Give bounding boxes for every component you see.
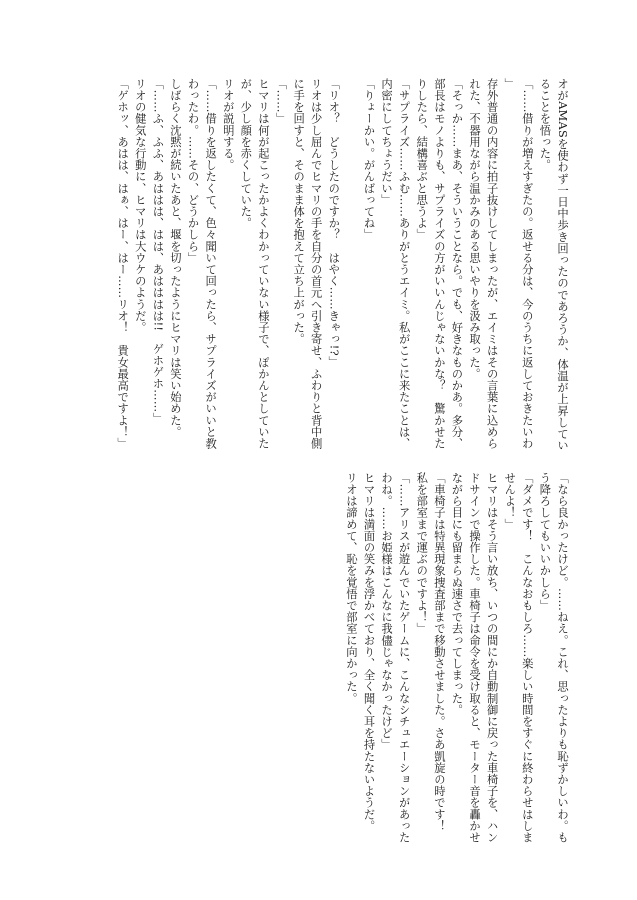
paragraph: オがAMASを使わず一日中歩き回ったのであろうか、体温が上昇していることを悟った。 [538,78,569,452]
scene-break [342,78,360,454]
dialogue-line: 「サプライズ……ふむ……ありがとうエイミ。私がここに来たことは、内密にしてちょうだい」 [380,78,411,450]
dialogue-line: 「車椅子は特異現象捜査部まで移動させました。さあ凱旋の時です！ 私を部室まで運ぶのですよ！」 [415,472,446,844]
dialogue-line: 「そっか……まあ、そういうことなら。でも、好きなものかあ。多分、部長はモノよりも、サプライズの方がいいんじゃないかな？ 驚かせたりしたら、結構喜ぶと思うよ」 [415,78,464,450]
paragraph: しばらく沈黙が続いたあと、堰を切ったようにヒマリは笑い始めた。 [168,78,182,438]
text-column-upper [77,78,571,454]
paragraph: リオは諦めて、恥を覚悟で部室に向かった。 [344,472,358,704]
paragraph: リオは少し屈んでヒマリの手を自分の首元へ引き寄せ、ふわりと背中側に手を回すと、そのまま体を抱えて立ち上がった。 [292,78,323,450]
dialogue-line: 「リオ？ どうしたのですか？ はやく……きゃっ!?」 [327,78,341,368]
dialogue-line: 「ゲホッ、あはは、はぁ、はー、はー……リオ！ 貴女最高ですよ！」 [116,78,130,450]
dialogue-line: 「……」 [274,78,288,125]
dialogue-line: 「……借りが増えすぎたの。返せる分は、今のうちに返しておきたいわ」 [503,78,534,450]
paragraph: 存外普通の内容に拍子抜けしてしまったが、エイミはその言葉に込められた、不器用ながら温かみのある思いやりを汲み取った。 [468,78,499,450]
paragraph: ヒマリはそう言い放ち、いつの間にか自動制御に戻った車椅子を、ハンドサインで操作した。車椅子は命令を受け取ると、モーター音を轟かせながら目にも留まらぬ速さで去ってしまった。 [450,472,499,844]
paragraph: ヒマリは何が起こったかよくわかっていない様子で、ぽかんとしていたが、少し顔を赤くしていた。 [239,78,270,450]
dialogue-line: 「ダメです！ こんなおもしろ……楽しい時間をすぐに終わらせはしませんよ！」 [503,472,534,844]
dialogue-line: 「……ふ、ふふ、あははは、はは、あはははは!! ゲホゲホ……」 [151,78,165,425]
text-column-lower [344,472,571,848]
paragraph: リオの健気な行動に、ヒマリは大ウケのようだ。 [133,78,147,334]
paragraph: リオが説明する。 [221,78,235,171]
paragraph: ヒマリは満面の笑みを浮かべており、全く聞く耳を持たないようだ。 [362,472,376,832]
dialogue-line: 「なら良かったけど。……ねえ。これ、思ったよりも恥ずかしいわ。もう降ろしてもいいかしら」 [538,472,569,844]
dialogue-line: 「……アリスが遊んでいたゲームに、こんなシチュエーションがあったわね。……お姫様はこんなに我儘じゃなかったけど」 [380,472,411,844]
dialogue-line: 「りょーかい。がんばってね」 [362,78,376,241]
dialogue-line: 「……借りを返したくて、色々聞いて回ったら、サプライズがいいと教わったわ。……その、どうかしら」 [186,78,218,450]
